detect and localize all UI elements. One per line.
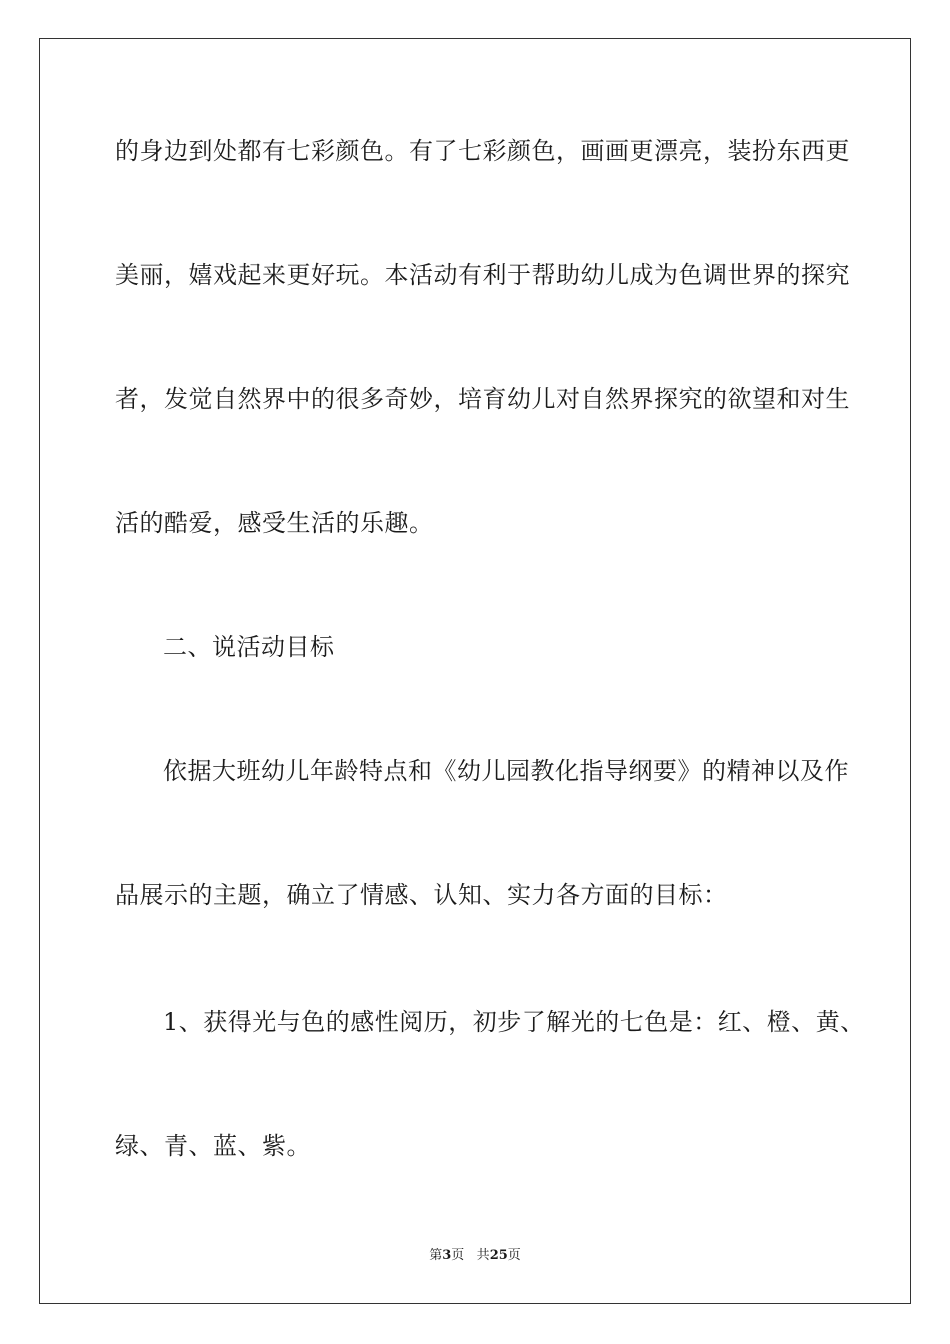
page-suffix: 页 xyxy=(451,1248,465,1263)
page-total: 25 xyxy=(489,1248,508,1263)
body-line-9: 绿、青、蓝、紫。 xyxy=(115,1132,311,1160)
body-line-2: 美丽，嬉戏起来更好玩。本活动有利于帮助幼儿成为色调世界的探究 xyxy=(115,261,850,289)
total-suffix: 页 xyxy=(507,1248,521,1263)
body-line-6: 依据大班幼儿年龄特点和《幼儿园教化指导纲要》的精神以及作 xyxy=(163,757,849,785)
page-number: 3 xyxy=(442,1248,452,1263)
page-border xyxy=(39,38,911,1304)
body-line-8: 1、获得光与色的感性阅历，初步了解光的七色是：红、橙、黄、 xyxy=(163,1008,865,1036)
body-line-7: 品展示的主题，确立了情感、认知、实力各方面的目标： xyxy=(115,881,728,909)
page-footer xyxy=(0,1248,950,1264)
body-line-4: 活的酷爱，感受生活的乐趣。 xyxy=(115,509,434,537)
body-line-1: 的身边到处都有七彩颜色。有了七彩颜色，画画更漂亮，装扮东西更 xyxy=(115,137,850,165)
total-prefix: 共 xyxy=(476,1248,490,1263)
page-prefix: 第 xyxy=(429,1248,443,1263)
section-heading: 二、说活动目标 xyxy=(163,633,335,661)
body-line-3: 者，发觉自然界中的很多奇妙，培育幼儿对自然界探究的欲望和对生 xyxy=(115,385,850,413)
